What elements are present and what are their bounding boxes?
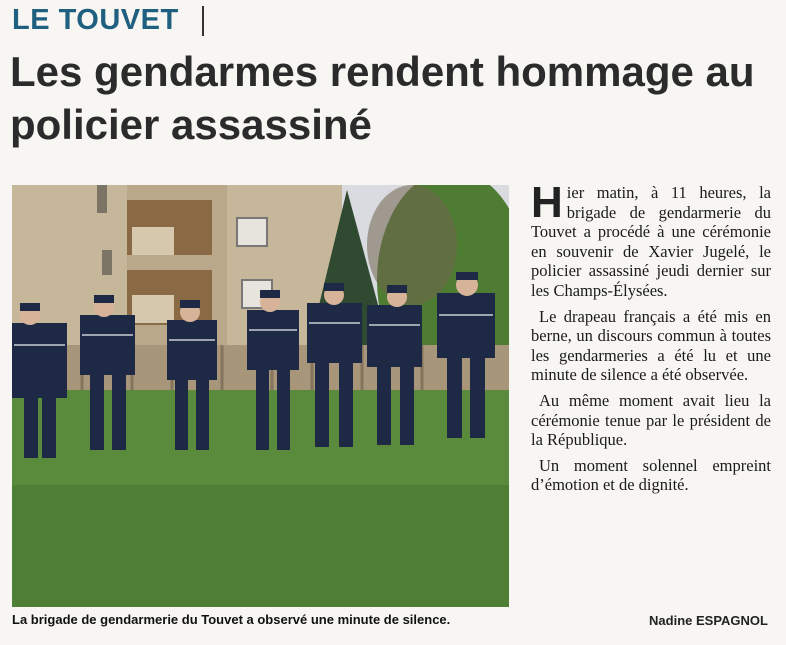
article-paragraph: Hier matin, à 11 heures, la brigade de gendarmerie du Touvet a procédé à une cérémonie en souvenir de Xavier Jugelé, le policier assassiné jeudi dernier sur les Champs-Élysées. [531,178,771,300]
section-kicker: LE TOUVET [12,4,179,36]
article-paragraph: Au même moment avait lieu la cérémonie tenue par le président de la République. [531,390,771,450]
author-byline: Nadine ESPAGNOL [649,613,768,628]
article-photo [12,185,509,607]
article-paragraph: Le drapeau français a été mis en berne, un discours commun à toutes les gendarmeries a été lu et une minute de silence a été observée. [531,306,771,385]
dropcap: H [531,178,563,227]
article-paragraph: Un moment solennel empreint d’émotion et de dignité. [531,455,771,495]
kicker-divider [202,6,204,36]
photo-caption: La brigade de gendarmerie du Touvet a observé une minute de silence. [12,612,451,627]
article-body [531,178,771,501]
headline: Les gendarmes rendent hommage au policier assassiné [10,48,755,148]
